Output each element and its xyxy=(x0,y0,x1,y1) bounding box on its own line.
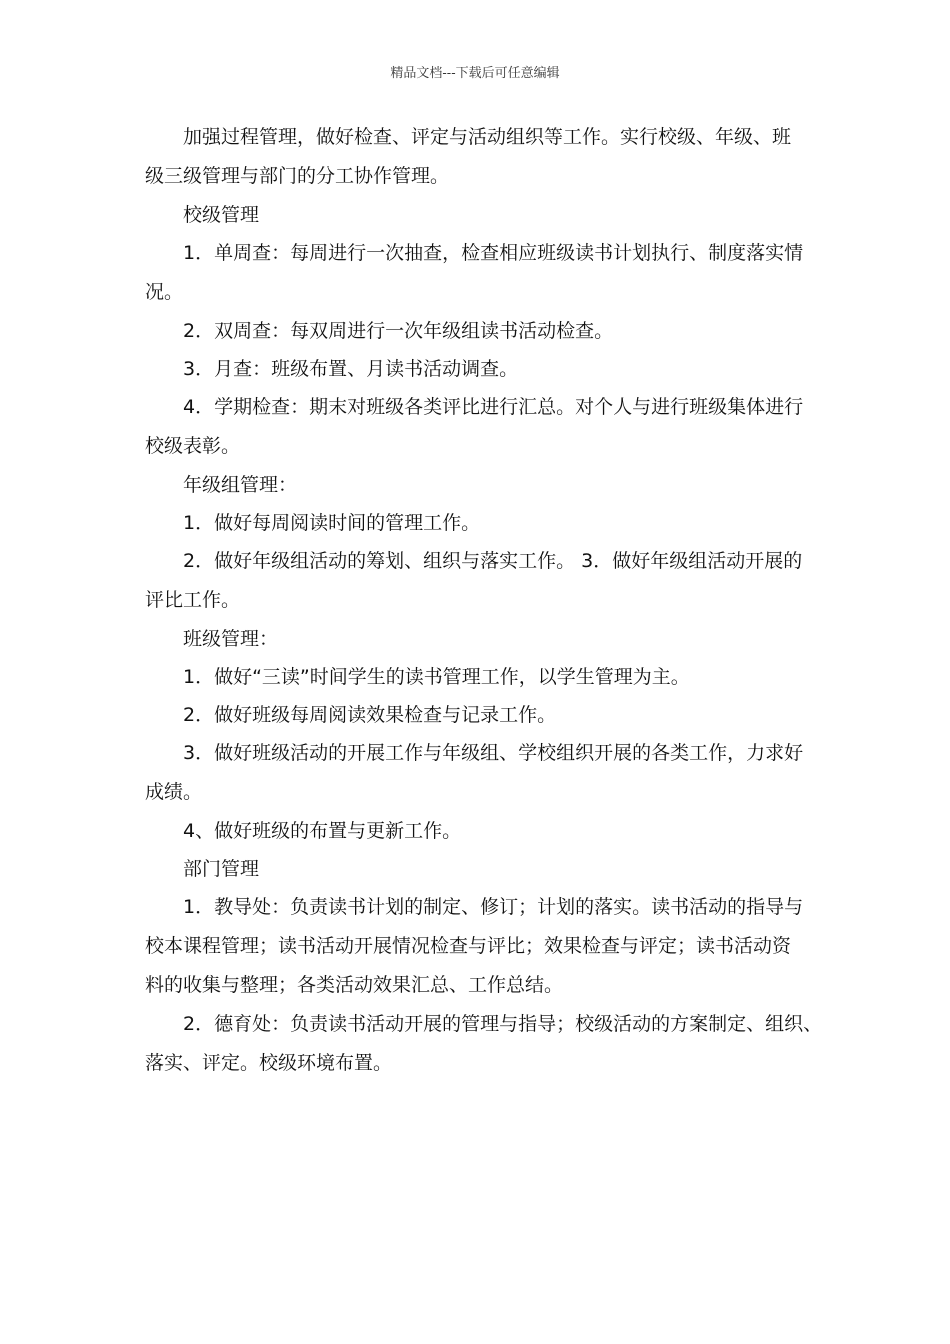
paragraph-line: 2．双周查：每双周进行一次年级组读书活动检查。 xyxy=(183,320,614,342)
document-body xyxy=(145,118,825,1083)
paragraph-line: 级三级管理与部门的分工协作管理。 xyxy=(145,165,450,187)
paragraph-line: 加强过程管理，做好检查、评定与活动组织等工作。实行校级、年级、班 xyxy=(183,126,792,148)
list-item xyxy=(145,388,825,466)
list-item xyxy=(145,504,825,542)
section-heading xyxy=(145,850,825,888)
paragraph-line: 3．做好班级活动的开展工作与年级组、学校组织开展的各类工作，力求好 xyxy=(183,742,804,764)
paragraph-line: 1．做好每周阅读时间的管理工作。 xyxy=(183,512,481,534)
section-heading xyxy=(145,196,825,234)
paragraph-line: 2．德育处：负责读书活动开展的管理与指导；校级活动的方案制定、组织、 xyxy=(183,1013,823,1035)
list-item xyxy=(145,658,825,696)
list-item xyxy=(145,542,825,620)
paragraph-line: 1．做好“三读”时间学生的读书管理工作，以学生管理为主。 xyxy=(183,666,690,688)
paragraph-line: 2．做好年级组活动的筹划、组织与落实工作。 3．做好年级组活动开展的 xyxy=(183,550,803,572)
paragraph-line: 4、做好班级的布置与更新工作。 xyxy=(183,820,462,842)
paragraph-line: 落实、评定。校级环境布置。 xyxy=(145,1052,393,1074)
paragraph xyxy=(145,118,825,196)
paragraph-line: 校级管理 xyxy=(183,204,260,226)
paragraph-line: 1．教导处：负责读书计划的制定、修订；计划的落实。读书活动的指导与 xyxy=(183,896,804,918)
paragraph-line: 校级表彰。 xyxy=(145,435,241,457)
paragraph-line: 班级管理： xyxy=(183,628,279,650)
paragraph-line: 2．做好班级每周阅读效果检查与记录工作。 xyxy=(183,704,557,726)
list-item xyxy=(145,234,825,312)
paragraph-line: 部门管理 xyxy=(183,858,260,880)
paragraph-line: 料的收集与整理；各类活动效果汇总、工作总结。 xyxy=(145,974,564,996)
list-item xyxy=(145,734,825,812)
list-item xyxy=(145,696,825,734)
paragraph-line: 成绩。 xyxy=(145,781,203,803)
list-item xyxy=(145,312,825,350)
list-item xyxy=(145,350,825,388)
paragraph-line: 3．月查：班级布置、月读书活动调查。 xyxy=(183,358,519,380)
document-header: 精品文档---下载后可任意编辑 xyxy=(390,66,560,81)
paragraph-line: 4．学期检查：期末对班级各类评比进行汇总。对个人与进行班级集体进行 xyxy=(183,396,804,418)
paragraph-line: 年级组管理： xyxy=(183,474,298,496)
paragraph-line: 1．单周查：每周进行一次抽查，检查相应班级读书计划执行、制度落实情 xyxy=(183,242,804,264)
list-item xyxy=(145,812,825,850)
paragraph-line: 况。 xyxy=(145,281,184,303)
paragraph-line: 校本课程管理；读书活动开展情况检查与评比；效果检查与评定；读书活动资 xyxy=(145,935,792,957)
list-item xyxy=(145,1005,825,1083)
list-item xyxy=(145,888,825,1005)
section-heading xyxy=(145,620,825,658)
paragraph-line: 评比工作。 xyxy=(145,589,241,611)
section-heading xyxy=(145,466,825,504)
